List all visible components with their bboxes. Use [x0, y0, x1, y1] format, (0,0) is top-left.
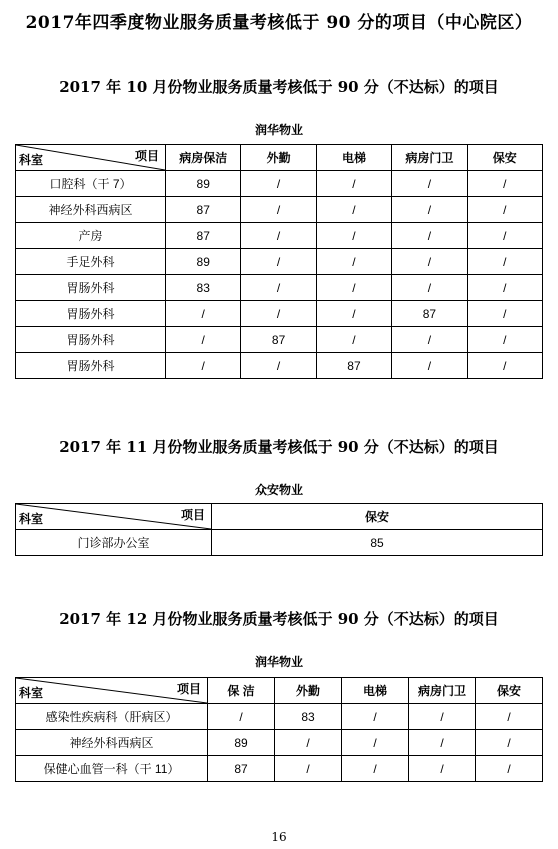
score-cell: / [241, 223, 316, 249]
score-cell: / [316, 327, 391, 353]
table-row [16, 730, 543, 756]
table-row [16, 223, 543, 249]
score-cell: / [467, 275, 542, 301]
score-cell: 87 [316, 353, 391, 379]
column-header: 保安 [467, 145, 542, 171]
score-cell: / [476, 730, 543, 756]
dept-cell: 口腔科（干 7） [16, 171, 166, 197]
dept-cell: 神经外科西病区 [16, 197, 166, 223]
dept-cell: 保健心血管一科（干 11） [16, 756, 208, 782]
score-cell: / [241, 249, 316, 275]
score-cell: 87 [208, 756, 275, 782]
table-row [16, 301, 543, 327]
december-company-name: 润华物业 [254, 655, 303, 669]
table-row [16, 704, 543, 730]
dept-cell: 产房 [16, 223, 166, 249]
score-cell: / [467, 327, 542, 353]
score-cell: 89 [208, 730, 275, 756]
document-title: 2017年四季度物业服务质量考核低于 90 分的项目（中心院区） [25, 13, 533, 33]
score-cell: / [241, 301, 316, 327]
score-cell: / [342, 730, 409, 756]
score-cell: / [316, 275, 391, 301]
header-dept-label: 科室 [19, 686, 44, 700]
score-cell: 83 [166, 275, 241, 301]
score-cell: / [166, 327, 241, 353]
november-table [15, 503, 543, 556]
dept-cell: 手足外科 [16, 249, 166, 275]
table-row [16, 530, 543, 556]
score-cell: / [241, 171, 316, 197]
score-cell: / [241, 197, 316, 223]
page-number: 16 [271, 830, 287, 844]
dept-cell: 胃肠外科 [16, 353, 166, 379]
table-row [16, 197, 543, 223]
header-item-label: 项目 [180, 508, 205, 522]
score-cell: / [316, 249, 391, 275]
dept-cell: 门诊部办公室 [16, 530, 212, 556]
score-cell: / [392, 275, 467, 301]
score-cell: / [467, 171, 542, 197]
column-header: 病房保洁 [166, 145, 241, 171]
score-cell: / [166, 301, 241, 327]
table-row [16, 756, 543, 782]
table-row [16, 353, 543, 379]
header-diagonal-cell [16, 504, 212, 530]
score-cell: / [476, 704, 543, 730]
column-header: 外勤 [241, 145, 316, 171]
column-header: 保安 [476, 678, 543, 704]
october-company-name: 润华物业 [254, 123, 303, 137]
october-table [15, 144, 543, 379]
column-header: 病房门卫 [392, 145, 467, 171]
table-header-row [16, 678, 543, 704]
score-cell: / [476, 756, 543, 782]
score-cell: / [316, 223, 391, 249]
score-cell: 89 [166, 249, 241, 275]
score-cell: 85 [212, 530, 543, 556]
header-item-label: 项目 [176, 682, 201, 696]
column-header: 病房门卫 [409, 678, 476, 704]
score-cell: / [392, 223, 467, 249]
score-cell: / [392, 327, 467, 353]
score-cell: / [342, 756, 409, 782]
table-row [16, 275, 543, 301]
table-header-row [16, 504, 543, 530]
score-cell: / [409, 704, 476, 730]
dept-cell: 胃肠外科 [16, 275, 166, 301]
score-cell: / [409, 730, 476, 756]
table-row [16, 171, 543, 197]
score-cell: 83 [275, 704, 342, 730]
header-dept-label: 科室 [19, 153, 44, 167]
column-header: 外勤 [275, 678, 342, 704]
score-cell: / [241, 275, 316, 301]
dept-cell: 胃肠外科 [16, 301, 166, 327]
column-header: 保 洁 [208, 678, 275, 704]
december-table [15, 677, 543, 782]
november-section-title: 2017 年 11 月份物业服务质量考核低于 90 分（不达标）的项目 [59, 438, 499, 456]
header-dept-label: 科室 [19, 512, 44, 526]
score-cell: / [275, 730, 342, 756]
dept-cell: 神经外科西病区 [16, 730, 208, 756]
score-cell: / [392, 353, 467, 379]
header-item-label: 项目 [134, 149, 159, 163]
december-section-title: 2017 年 12 月份物业服务质量考核低于 90 分（不达标）的项目 [59, 610, 499, 628]
score-cell: / [208, 704, 275, 730]
score-cell: / [342, 704, 409, 730]
score-cell: 89 [166, 171, 241, 197]
score-cell: / [467, 249, 542, 275]
score-cell: / [392, 249, 467, 275]
score-cell: / [316, 171, 391, 197]
score-cell: / [467, 301, 542, 327]
table-header-row [16, 145, 543, 171]
table-row [16, 249, 543, 275]
dept-cell: 胃肠外科 [16, 327, 166, 353]
november-company-name: 众安物业 [254, 483, 303, 497]
score-cell: / [467, 197, 542, 223]
score-cell: / [467, 223, 542, 249]
header-diagonal-cell [16, 678, 208, 704]
table-row [16, 327, 543, 353]
column-header: 电梯 [342, 678, 409, 704]
score-cell: / [316, 301, 391, 327]
score-cell: / [392, 171, 467, 197]
score-cell: / [316, 197, 391, 223]
score-cell: 87 [392, 301, 467, 327]
dept-cell: 感染性疾病科（肝病区） [16, 704, 208, 730]
score-cell: / [241, 353, 316, 379]
score-cell: / [166, 353, 241, 379]
header-diagonal-cell [16, 145, 166, 171]
score-cell: / [409, 756, 476, 782]
column-header: 电梯 [316, 145, 391, 171]
score-cell: / [467, 353, 542, 379]
score-cell: / [275, 756, 342, 782]
october-section-title: 2017 年 10 月份物业服务质量考核低于 90 分（不达标）的项目 [59, 78, 499, 96]
score-cell: 87 [166, 223, 241, 249]
column-header: 保安 [212, 504, 543, 530]
score-cell: 87 [241, 327, 316, 353]
score-cell: 87 [166, 197, 241, 223]
score-cell: / [392, 197, 467, 223]
